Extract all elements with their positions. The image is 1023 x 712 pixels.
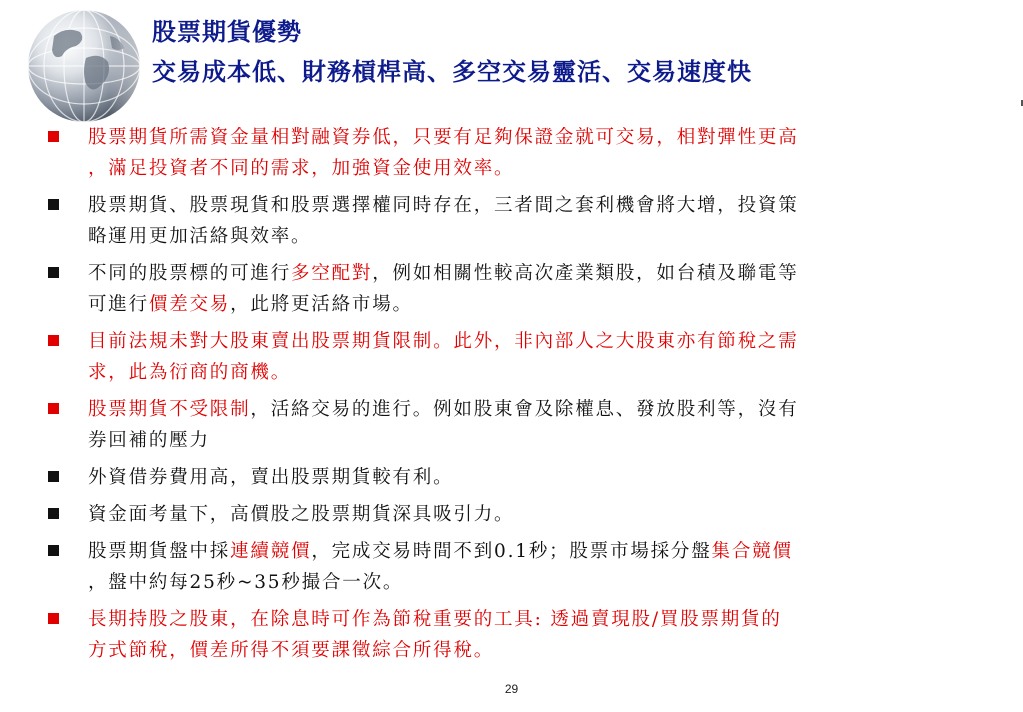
highlight-text: 股票期貨不受限制 <box>88 399 251 420</box>
highlight-text: 多空配對 <box>291 263 373 284</box>
page-number: 29 <box>504 682 519 696</box>
slide-title: 股票期貨優勢 <box>152 17 302 46</box>
globe-logo <box>14 6 164 131</box>
highlight-text: 長期持股之股東，在除息時可作為節稅重要的工具: 透過賣現股/買股票期貨的 <box>88 609 782 630</box>
bullet-item <box>40 122 980 184</box>
bullet-item <box>40 258 980 320</box>
square-bullet-icon <box>48 613 59 624</box>
bullet-item <box>40 190 980 252</box>
bullet-text: 略運用更加活絡與效率。 <box>88 226 312 247</box>
bullet-text: ，活絡交易的進行。例如股東會及除權息、發放股利等，沒有 <box>250 399 799 420</box>
square-bullet-icon <box>48 335 59 346</box>
bullet-item <box>40 604 980 666</box>
highlight-text: 連續競價 <box>230 541 312 562</box>
highlight-text: 求，此為衍商的商機。 <box>88 362 292 383</box>
highlight-text: ，滿足投資者不同的需求，加強資金使用效率。 <box>88 158 515 179</box>
highlight-text: 目前法規未對大股東賣出股票期貨限制。此外，非內部人之大股東亦有節稅之需 <box>88 331 799 352</box>
bullet-text: ，此將更活絡市場。 <box>230 294 413 315</box>
bullet-text: ，盤中約每25秒~35秒撮合一次。 <box>88 572 404 593</box>
square-bullet-icon <box>48 471 59 482</box>
bullet-text: 可進行 <box>88 294 149 315</box>
square-bullet-icon <box>48 403 59 414</box>
square-bullet-icon <box>48 545 59 556</box>
bullet-text: 股票期貨盤中採 <box>88 541 231 562</box>
square-bullet-icon <box>48 199 59 210</box>
bullet-item <box>40 326 980 388</box>
square-bullet-icon <box>48 508 59 519</box>
bullet-text: 券回補的壓力 <box>88 430 210 451</box>
bullet-text: ，完成交易時間不到0.1秒；股票市場採分盤 <box>311 541 712 562</box>
highlight-text: 方式節稅，價差所得不須要課徵綜合所得稅。 <box>88 640 495 661</box>
bullet-list <box>40 122 980 672</box>
bullet-item <box>40 499 980 530</box>
bullet-text: 資金面考量下，高價股之股票期貨深具吸引力。 <box>88 504 515 525</box>
bullet-item <box>40 394 980 456</box>
bullet-text: ，例如相關性較高次產業類股，如台積及聯電等 <box>372 263 799 284</box>
square-bullet-icon <box>48 131 59 142</box>
highlight-text: 股票期貨所需資金量相對融資券低，只要有足夠保證金就可交易，相對彈性更高 <box>88 127 799 148</box>
bullet-text: 不同的股票標的可進行 <box>88 263 292 284</box>
highlight-text: 集合競價 <box>711 541 793 562</box>
bullet-item <box>40 536 980 598</box>
bullet-text: 股票期貨、股票現貨和股票選擇權同時存在，三者間之套利機會將大增，投資策 <box>88 195 799 216</box>
bullet-text: 外資借券費用高，賣出股票期貨較有利。 <box>88 467 454 488</box>
bullet-item <box>40 462 980 493</box>
highlight-text: 價差交易 <box>148 294 231 315</box>
square-bullet-icon <box>48 267 59 278</box>
slide-subtitle: 交易成本低、財務槓桿高、多空交易靈活、交易速度快 <box>152 57 752 86</box>
